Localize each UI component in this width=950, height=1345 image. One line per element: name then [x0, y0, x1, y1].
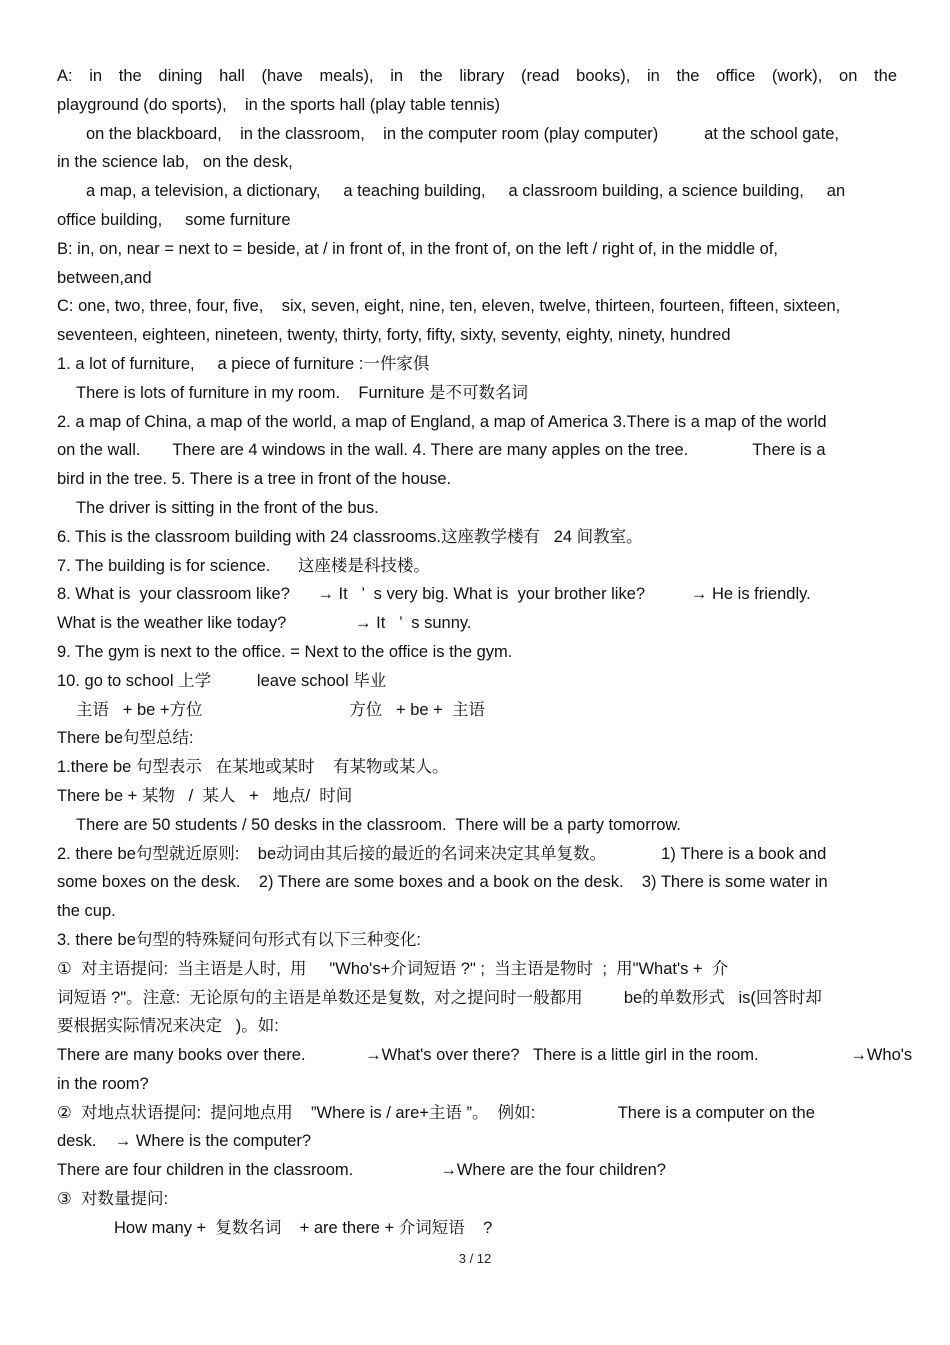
text-line: 2. there be句型就近原则: be动词由其后接的最近的名词来决定其单复数。 1) There is a book and	[57, 844, 827, 863]
page-number: 3 / 12	[458, 1251, 492, 1266]
text-line: There be句型总结:	[57, 729, 194, 748]
text-line: ① 对主语提问: 当主语是人时, 用 "Who's+介词短语 ?" ; 当主语是物时 ; 用"What's + 介	[57, 959, 729, 978]
text-line: in the science lab, on the desk,	[57, 153, 293, 172]
text-line: playground (do sports), in the sports hall (play table tennis)	[57, 95, 500, 114]
text-line: 2. a map of China, a map of the world, a map of England, a map of America 3.There is a map of the world	[57, 412, 827, 431]
text-line: There be + 某物 / 某人 + 地点/ 时间	[57, 786, 353, 805]
text-line: office building, some furniture	[57, 210, 291, 229]
text-line: 要根据实际情况来决定 )。如:	[57, 1017, 279, 1036]
text-line: A: in the dining hall (have meals), in the library (read books), in the office (work), on the	[57, 67, 897, 85]
text-line: 1. a lot of furniture, a piece of furniture :一件家俱	[57, 354, 430, 373]
text-line: There are four children in the classroom. →Where are the four children?	[57, 1161, 666, 1180]
text-line: between,and	[57, 268, 152, 287]
text-line: ② 对地点状语提问: 提问地点用 ”Where is / are+主语 ”。 例如: There is a computer on the	[57, 1103, 815, 1122]
text-line: some boxes on the desk. 2) There are some boxes and a book on the desk. 3) There is some water in	[57, 873, 828, 892]
text-line: How many + 复数名词 + are there + 介词短语 ?	[114, 1218, 493, 1237]
text-line: seventeen, eighteen, nineteen, twenty, thirty, forty, fifty, sixty, seventy, eighty, ninety, hundred	[57, 326, 731, 345]
text-line: 8. What is your classroom like? → It ’ s very big. What is your brother like? → He is friendly.	[57, 585, 811, 604]
text-line: 主语 + be +方位 方位 + be + 主语	[76, 700, 485, 719]
text-line: the cup.	[57, 902, 116, 921]
text-line: 6. This is the classroom building with 24 classrooms.这座教学楼有 24 间教室。	[57, 527, 643, 546]
text-line: a map, a television, a dictionary, a teaching building, a classroom building, a science building, an	[86, 182, 846, 201]
text-line: There are 50 students / 50 desks in the classroom. There will be a party tomorrow.	[76, 815, 681, 834]
text-line: What is the weather like today? → It ’ s sunny.	[57, 614, 472, 633]
text-line: C: one, two, three, four, five, six, seven, eight, nine, ten, eleven, twelve, thirteen, fourteen, fifteen, sixteen,	[57, 297, 841, 316]
text-line: in the room?	[57, 1074, 149, 1093]
page-body	[57, 62, 913, 1243]
text-line: bird in the tree. 5. There is a tree in front of the house.	[57, 470, 452, 489]
text-line: 7. The building is for science. 这座楼是科技楼。	[57, 556, 430, 575]
text-line: 10. go to school 上学 leave school 毕业	[57, 671, 387, 690]
text-line: The driver is sitting in the front of the bus.	[76, 498, 379, 517]
text-line: 1.there be 句型表示 在某地或某时 有某物或某人。	[57, 758, 449, 777]
text-line: ③ 对数量提问:	[57, 1190, 169, 1209]
text-line: There are many books over there. →What's over there? There is a little girl in the room. →Who's	[57, 1046, 913, 1065]
text-line: 9. The gym is next to the office. = Next to the office is the gym.	[57, 642, 513, 661]
text-line: 3. there be句型的特殊疑问句形式有以下三种变化:	[57, 930, 421, 949]
text-line: There is lots of furniture in my room. Furniture 是不可数名词	[76, 383, 529, 402]
text-line: desk. → Where is the computer?	[57, 1132, 312, 1151]
text-line: B: in, on, near = next to = beside, at / in front of, in the front of, on the left / right of, in the middle of,	[57, 239, 778, 258]
text-line: on the wall. There are 4 windows in the wall. 4. There are many apples on the tree. There is a	[57, 441, 826, 460]
text-line: 词短语 ?"。注意: 无论原句的主语是单数还是复数, 对之提问时一般都用 be的单数形式 is(回答时却	[57, 988, 822, 1007]
text-line: on the blackboard, in the classroom, in the computer room (play computer) at the school gate,	[86, 124, 839, 143]
